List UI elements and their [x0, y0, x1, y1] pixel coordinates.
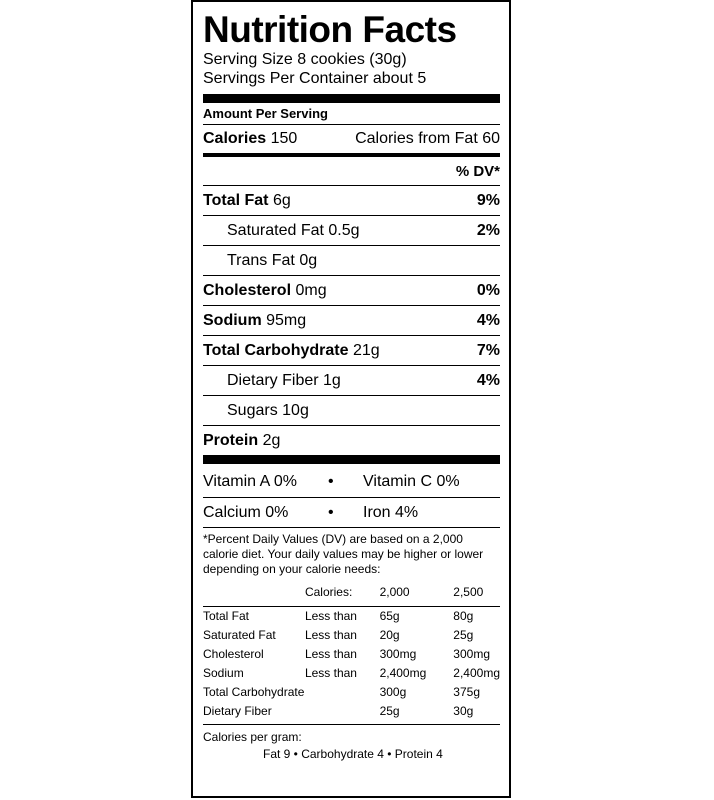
nutrient-row-trans-fat — [203, 245, 500, 275]
nutrient-dv: 9% — [476, 191, 500, 209]
nutrient-label: Saturated Fat — [227, 221, 324, 239]
table-row — [203, 645, 500, 664]
nutrient-dv: 7% — [476, 341, 500, 359]
table-row — [203, 664, 500, 683]
table-cell: Dietary Fiber — [203, 704, 272, 718]
table-cell: 375g — [453, 685, 480, 699]
nutrient-row-sodium — [203, 305, 500, 335]
table-cell: Less than — [304, 609, 357, 623]
table-cell: Total Carbohydrate — [203, 685, 305, 699]
table-cell: 2,400mg — [453, 666, 500, 680]
nutrient-row-cholesterol — [203, 275, 500, 305]
table-cell: 300mg — [453, 647, 490, 661]
vitamin-row — [203, 497, 500, 527]
table-cell: Calories: — [304, 585, 353, 599]
nutrient-dv: 4% — [476, 371, 500, 389]
amount-per-serving: Amount Per Serving — [203, 106, 328, 121]
nutrient-label: Total Carbohydrate — [203, 341, 349, 359]
nutrient-amount: 6g — [272, 191, 291, 209]
nutrient-label: Cholesterol — [203, 281, 292, 299]
nutrient-label: Sodium — [203, 311, 262, 329]
calories-from-fat: Calories from Fat 60 — [355, 130, 500, 147]
table-cell: 25g — [379, 704, 400, 718]
bullet-separator: • — [328, 503, 334, 521]
table-cell: Total Fat — [203, 609, 250, 623]
table-cell — [305, 702, 380, 721]
table-cell: 25g — [453, 628, 474, 642]
table-cell — [203, 583, 305, 606]
calories-cell — [203, 130, 297, 148]
nutrient-label: Total Fat — [203, 191, 269, 209]
vitamin-a: Vitamin A 0% — [203, 473, 297, 490]
vitamin-c: Vitamin C 0% — [363, 473, 460, 490]
vitamin-row — [203, 467, 500, 497]
table-row — [203, 626, 500, 645]
table-cell: 80g — [453, 609, 474, 623]
nutrient-amount: 0g — [299, 251, 318, 269]
table-cell: 65g — [379, 609, 400, 623]
table-row — [203, 607, 500, 626]
table-cell: 30g — [453, 704, 474, 718]
label-title: Nutrition Facts — [203, 9, 457, 50]
nutrient-amount: 10g — [282, 401, 309, 419]
nutrient-label: Dietary Fiber — [227, 371, 319, 389]
table-cell: 2,400mg — [379, 666, 427, 680]
table-cell: 2,500 — [453, 585, 484, 599]
divider-thick — [203, 455, 500, 464]
nutrient-amount: 95mg — [266, 311, 307, 329]
table-cell: Saturated Fat — [203, 628, 276, 642]
table-cell: Less than — [304, 666, 357, 680]
calories-per-gram-label: Calories per gram: — [203, 730, 302, 744]
nutrient-row-sugars — [203, 395, 500, 425]
table-cell — [305, 683, 380, 702]
table-cell: 300g — [379, 685, 407, 699]
footnote: *Percent Daily Values (DV) are based on a 2,000 calorie diet. Your daily values may be higher or lower depending on your calorie needs: — [203, 532, 484, 576]
nutrient-dv: 0% — [476, 281, 500, 299]
servings-per-container: Servings Per Container about 5 — [203, 70, 427, 87]
nutrient-row-saturated-fat — [203, 215, 500, 245]
nutrient-dv: 4% — [476, 311, 500, 329]
nutrient-amount: 0.5g — [328, 221, 360, 239]
table-header-row — [203, 583, 500, 606]
table-cell: 20g — [379, 628, 400, 642]
iron: Iron 4% — [363, 503, 419, 521]
daily-values-table — [203, 583, 500, 721]
nutrient-label: Trans Fat — [227, 251, 295, 269]
divider-thick — [203, 94, 500, 103]
nutrient-row-total-carbohydrate — [203, 335, 500, 365]
table-cell: Cholesterol — [203, 647, 264, 661]
nutrition-label — [191, 0, 511, 798]
serving-size: Serving Size 8 cookies (30g) — [203, 51, 407, 68]
calcium: Calcium 0% — [203, 503, 289, 521]
nutrient-dv: 2% — [476, 221, 500, 239]
table-row — [203, 702, 500, 721]
nutrient-label: Protein — [203, 431, 259, 449]
table-cell: 300mg — [379, 647, 417, 661]
nutrient-amount: 1g — [323, 371, 341, 389]
calories-per-gram — [203, 725, 500, 763]
nutrient-amount: 2g — [262, 431, 281, 449]
nutrient-row-dietary-fiber — [203, 365, 500, 395]
table-cell: Sodium — [203, 666, 244, 680]
table-cell: 2,000 — [379, 585, 410, 599]
table-cell: Less than — [304, 628, 357, 642]
nutrient-label: Sugars — [227, 401, 278, 419]
calories-row — [203, 125, 500, 153]
nutrient-row-total-fat — [203, 185, 500, 215]
calories-per-gram-values: Fat 9 • Carbohydrate 4 • Protein 4 — [263, 747, 443, 761]
nutrient-row-protein — [203, 425, 500, 455]
table-cell: Less than — [304, 647, 357, 661]
calories-value: 150 — [270, 130, 298, 147]
table-row — [203, 683, 500, 702]
bullet-separator: • — [328, 473, 334, 490]
nutrient-amount: 0mg — [295, 281, 327, 299]
nutrient-amount: 21g — [352, 341, 380, 359]
calories-label: Calories — [203, 130, 267, 147]
dv-header: % DV* — [455, 162, 500, 180]
